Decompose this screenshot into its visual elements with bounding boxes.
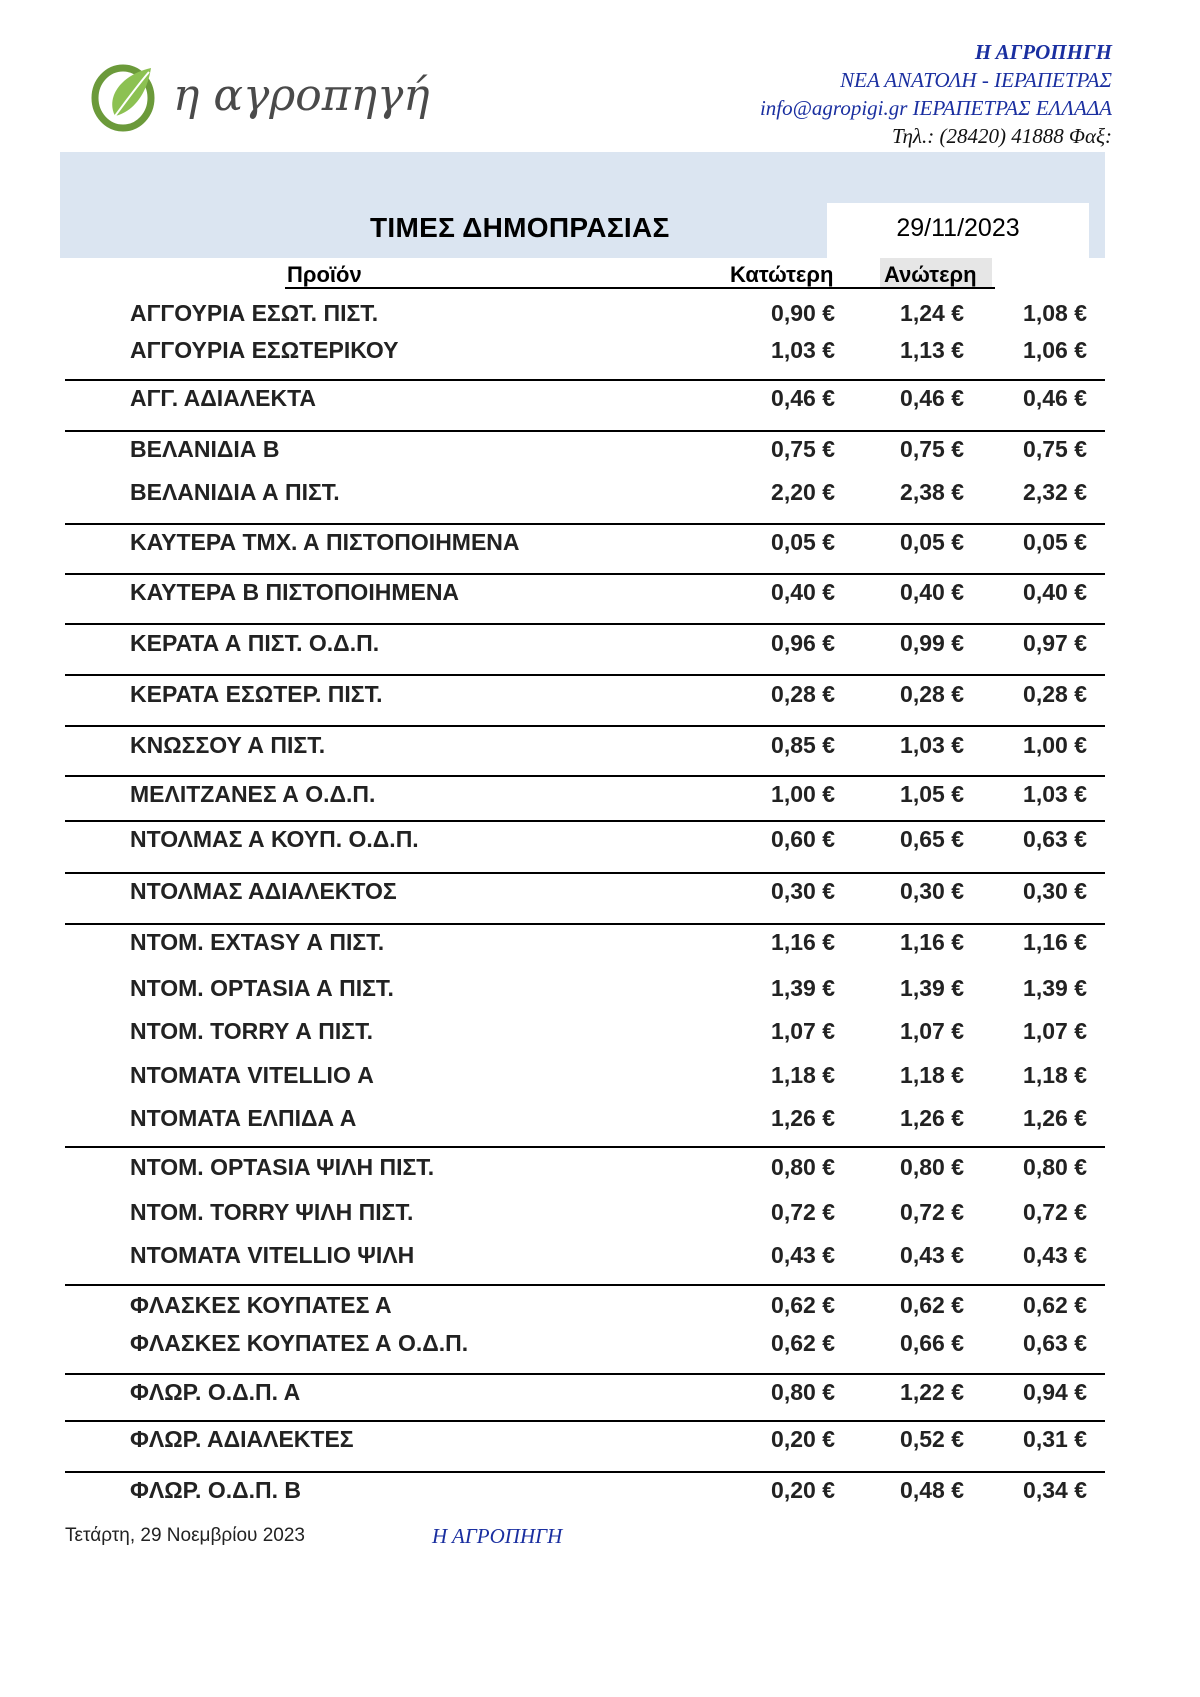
price-average: 0,80 € bbox=[1023, 1154, 1087, 1180]
price-low: 1,16 € bbox=[771, 929, 835, 955]
product-name: ΑΓΓΟΥΡΙΑ ΕΣΩΤ. ΠΙΣΤ. bbox=[130, 300, 379, 326]
price-high: 1,05 € bbox=[900, 781, 964, 807]
table-row bbox=[0, 929, 1200, 957]
price-high: 0,65 € bbox=[900, 826, 964, 852]
price-low: 2,20 € bbox=[771, 479, 835, 505]
product-name: ΚΕΡΑΤΑ Α ΠΙΣΤ. Ο.Δ.Π. bbox=[130, 630, 380, 656]
price-high: 1,07 € bbox=[900, 1018, 964, 1044]
page-title: ΤΙΜΕΣ ΔΗΜΟΠΡΑΣΙΑΣ bbox=[370, 212, 670, 243]
product-name: ΚΝΩΣΣΟΥ Α ΠΙΣΤ. bbox=[130, 732, 326, 758]
price-low: 0,46 € bbox=[771, 385, 835, 411]
price-average: 0,43 € bbox=[1023, 1242, 1087, 1268]
price-average: 0,05 € bbox=[1023, 529, 1087, 555]
price-high: 0,99 € bbox=[900, 630, 964, 656]
table-row bbox=[0, 1154, 1200, 1182]
price-low: 0,20 € bbox=[771, 1426, 835, 1452]
price-high: 0,05 € bbox=[900, 529, 964, 555]
price-high: 1,03 € bbox=[900, 732, 964, 758]
price-low: 0,40 € bbox=[771, 579, 835, 605]
price-average: 1,39 € bbox=[1023, 975, 1087, 1001]
price-average: 1,08 € bbox=[1023, 300, 1087, 326]
table-row bbox=[0, 1426, 1200, 1454]
price-high: 0,48 € bbox=[900, 1477, 964, 1503]
product-name: ΦΛΑΣΚΕΣ ΚΟΥΠΑΤΕΣ Α Ο.Δ.Π. bbox=[130, 1330, 469, 1356]
table-row bbox=[0, 1330, 1200, 1358]
product-name: ΒΕΛΑΝΙΔΙΑ Β bbox=[130, 436, 280, 462]
price-low: 0,60 € bbox=[771, 826, 835, 852]
footer-company: Η ΑΓΡΟΠΗΓΗ bbox=[432, 1524, 563, 1548]
header-product: Προϊόν bbox=[287, 262, 362, 287]
product-name: ΚΑΥΤΕΡΑ Β ΠΙΣΤΟΠΟΙΗΜΕΝΑ bbox=[130, 579, 460, 605]
table-row bbox=[0, 1062, 1200, 1090]
price-low: 0,20 € bbox=[771, 1477, 835, 1503]
product-name: ΝΤΟΜΑΤΑ VITELLIO ΨΙΛΗ bbox=[130, 1242, 415, 1268]
price-high: 0,80 € bbox=[900, 1154, 964, 1180]
price-average: 0,63 € bbox=[1023, 1330, 1087, 1356]
price-low: 1,03 € bbox=[771, 337, 835, 363]
price-low: 1,18 € bbox=[771, 1062, 835, 1088]
price-low: 0,75 € bbox=[771, 436, 835, 462]
price-high: 0,40 € bbox=[900, 579, 964, 605]
price-average: 0,31 € bbox=[1023, 1426, 1087, 1452]
price-low: 0,72 € bbox=[771, 1199, 835, 1225]
price-high: 0,62 € bbox=[900, 1292, 964, 1318]
header-low: Κατώτερη bbox=[730, 262, 834, 287]
company-phone-line: Τηλ.: (28420) 41888 Φαξ: bbox=[891, 124, 1112, 148]
row-separator bbox=[65, 573, 1105, 575]
table-row bbox=[0, 1199, 1200, 1227]
price-high: 0,52 € bbox=[900, 1426, 964, 1452]
price-average: 1,06 € bbox=[1023, 337, 1087, 363]
price-low: 1,26 € bbox=[771, 1105, 835, 1131]
table-row bbox=[0, 337, 1200, 365]
price-average: 0,62 € bbox=[1023, 1292, 1087, 1318]
row-separator bbox=[65, 923, 1105, 925]
company-logo bbox=[85, 52, 430, 142]
price-average: 1,03 € bbox=[1023, 781, 1087, 807]
price-average: 1,16 € bbox=[1023, 929, 1087, 955]
product-name: ΝΤΟΛΜΑΣ Α ΚΟΥΠ. Ο.Δ.Π. bbox=[130, 826, 419, 852]
price-low: 0,80 € bbox=[771, 1379, 835, 1405]
price-high: 1,26 € bbox=[900, 1105, 964, 1131]
product-name: ΝΤΟΜ. TORRY Α ΠΙΣΤ. bbox=[130, 1018, 373, 1044]
row-separator bbox=[65, 1420, 1105, 1422]
price-low: 0,05 € bbox=[771, 529, 835, 555]
product-name: ΦΛΩΡ. Ο.Δ.Π. Β bbox=[130, 1477, 302, 1503]
price-average: 0,30 € bbox=[1023, 878, 1087, 904]
row-separator bbox=[65, 775, 1105, 777]
table-row bbox=[0, 529, 1200, 557]
price-low: 0,30 € bbox=[771, 878, 835, 904]
price-low: 0,62 € bbox=[771, 1292, 835, 1318]
row-separator bbox=[65, 1373, 1105, 1375]
table-row bbox=[0, 1242, 1200, 1270]
auction-date: 29/11/2023 bbox=[827, 203, 1089, 258]
price-low: 0,85 € bbox=[771, 732, 835, 758]
product-name: ΑΓΓΟΥΡΙΑ ΕΣΩΤΕΡΙΚΟΥ bbox=[130, 337, 399, 363]
price-low: 1,39 € bbox=[771, 975, 835, 1001]
product-name: ΦΛΑΣΚΕΣ ΚΟΥΠΑΤΕΣ Α bbox=[130, 1292, 392, 1318]
leaf-icon bbox=[85, 56, 165, 136]
table-row bbox=[0, 1018, 1200, 1046]
price-average: 0,63 € bbox=[1023, 826, 1087, 852]
price-low: 0,28 € bbox=[771, 681, 835, 707]
price-high: 0,43 € bbox=[900, 1242, 964, 1268]
price-average: 0,72 € bbox=[1023, 1199, 1087, 1225]
price-average: 0,28 € bbox=[1023, 681, 1087, 707]
table-row bbox=[0, 1379, 1200, 1407]
product-name: ΦΛΩΡ. Ο.Δ.Π. Α bbox=[130, 1379, 301, 1405]
price-high: 1,16 € bbox=[900, 929, 964, 955]
price-high: 0,46 € bbox=[900, 385, 964, 411]
price-average: 1,18 € bbox=[1023, 1062, 1087, 1088]
product-name: ΝΤΟΜ. EXTASY Α ΠΙΣΤ. bbox=[130, 929, 385, 955]
product-name: ΝΤΟΜ. TORRY ΨΙΛΗ ΠΙΣΤ. bbox=[130, 1199, 414, 1225]
row-separator bbox=[65, 872, 1105, 874]
price-low: 0,90 € bbox=[771, 300, 835, 326]
table-row bbox=[0, 732, 1200, 760]
table-row bbox=[0, 1477, 1200, 1505]
header-high: Ανώτερη bbox=[884, 262, 977, 287]
logo-text: η αγροπηγή bbox=[173, 70, 430, 121]
price-low: 0,62 € bbox=[771, 1330, 835, 1356]
price-average: 2,32 € bbox=[1023, 479, 1087, 505]
footer-date: Τετάρτη, 29 Νοεμβρίου 2023 bbox=[65, 1525, 305, 1546]
product-name: ΚΑΥΤΕΡΑ ΤΜΧ. Α ΠΙΣΤΟΠΟΙΗΜΕΝΑ bbox=[130, 529, 520, 555]
table-row bbox=[0, 630, 1200, 658]
row-separator bbox=[65, 430, 1105, 432]
product-name: ΝΤΟΜ. OPTASIA ΨΙΛΗ ΠΙΣΤ. bbox=[130, 1154, 435, 1180]
price-average: 0,97 € bbox=[1023, 630, 1087, 656]
price-average: 1,26 € bbox=[1023, 1105, 1087, 1131]
row-separator bbox=[65, 1471, 1105, 1473]
price-low: 0,96 € bbox=[771, 630, 835, 656]
price-high: 1,13 € bbox=[900, 337, 964, 363]
row-separator bbox=[65, 1146, 1105, 1148]
company-name: Η ΑΓΡΟΠΗΓΗ bbox=[974, 40, 1112, 64]
price-low: 0,80 € bbox=[771, 1154, 835, 1180]
price-average: 1,07 € bbox=[1023, 1018, 1087, 1044]
price-low: 0,43 € bbox=[771, 1242, 835, 1268]
price-high: 0,72 € bbox=[900, 1199, 964, 1225]
table-row bbox=[0, 579, 1200, 607]
price-average: 0,94 € bbox=[1023, 1379, 1087, 1405]
table-row bbox=[0, 479, 1200, 507]
price-high: 1,22 € bbox=[900, 1379, 964, 1405]
price-average: 0,75 € bbox=[1023, 436, 1087, 462]
row-separator bbox=[65, 1284, 1105, 1286]
table-row bbox=[0, 436, 1200, 464]
table-row bbox=[0, 385, 1200, 413]
price-high: 2,38 € bbox=[900, 479, 964, 505]
product-name: ΝΤΟΜΑΤΑ VITELLIO Α bbox=[130, 1062, 374, 1088]
price-low: 1,00 € bbox=[771, 781, 835, 807]
price-high: 0,66 € bbox=[900, 1330, 964, 1356]
price-high: 0,28 € bbox=[900, 681, 964, 707]
row-separator bbox=[65, 725, 1105, 727]
table-row bbox=[0, 781, 1200, 809]
row-separator bbox=[65, 674, 1105, 676]
product-name: ΝΤΟΜΑΤΑ ΕΛΠΙΔΑ Α bbox=[130, 1105, 357, 1131]
product-name: ΝΤΟΛΜΑΣ ΑΔΙΑΛΕΚΤΟΣ bbox=[130, 878, 397, 904]
product-name: ΒΕΛΑΝΙΔΙΑ Α ΠΙΣΤ. bbox=[130, 479, 340, 505]
price-average: 0,46 € bbox=[1023, 385, 1087, 411]
price-high: 1,18 € bbox=[900, 1062, 964, 1088]
table-row bbox=[0, 300, 1200, 328]
table-row bbox=[0, 878, 1200, 906]
table-row bbox=[0, 1292, 1200, 1320]
row-separator bbox=[65, 523, 1105, 525]
row-separator bbox=[65, 820, 1105, 822]
company-location: ΝΕΑ ΑΝΑΤΟΛΗ - ΙΕΡΑΠΕΤΡΑΣ bbox=[840, 68, 1112, 92]
price-high: 0,30 € bbox=[900, 878, 964, 904]
company-email-line: info@agropigi.gr ΙΕΡΑΠΕΤΡΑΣ ΕΛΛΑΔΑ bbox=[759, 96, 1112, 120]
row-separator bbox=[65, 623, 1105, 625]
table-row bbox=[0, 681, 1200, 709]
company-info bbox=[760, 38, 1112, 150]
price-high: 1,24 € bbox=[900, 300, 964, 326]
table-row bbox=[0, 975, 1200, 1003]
price-high: 1,39 € bbox=[900, 975, 964, 1001]
price-low: 1,07 € bbox=[771, 1018, 835, 1044]
product-name: ΦΛΩΡ. ΑΔΙΑΛΕΚΤΕΣ bbox=[130, 1426, 354, 1452]
product-name: ΝΤΟΜ. OPTASIA Α ΠΙΣΤ. bbox=[130, 975, 394, 1001]
product-name: ΑΓΓ. ΑΔΙΑΛΕΚΤΑ bbox=[130, 385, 317, 411]
row-separator bbox=[65, 379, 1105, 381]
price-average: 0,34 € bbox=[1023, 1477, 1087, 1503]
price-average: 1,00 € bbox=[1023, 732, 1087, 758]
product-name: ΚΕΡΑΤΑ ΕΣΩΤΕΡ. ΠΙΣΤ. bbox=[130, 681, 383, 707]
table-row bbox=[0, 826, 1200, 854]
header-underline bbox=[285, 287, 995, 289]
table-row bbox=[0, 1105, 1200, 1133]
product-name: ΜΕΛΙΤΖΑΝΕΣ Α Ο.Δ.Π. bbox=[130, 781, 376, 807]
price-high: 0,75 € bbox=[900, 436, 964, 462]
price-average: 0,40 € bbox=[1023, 579, 1087, 605]
